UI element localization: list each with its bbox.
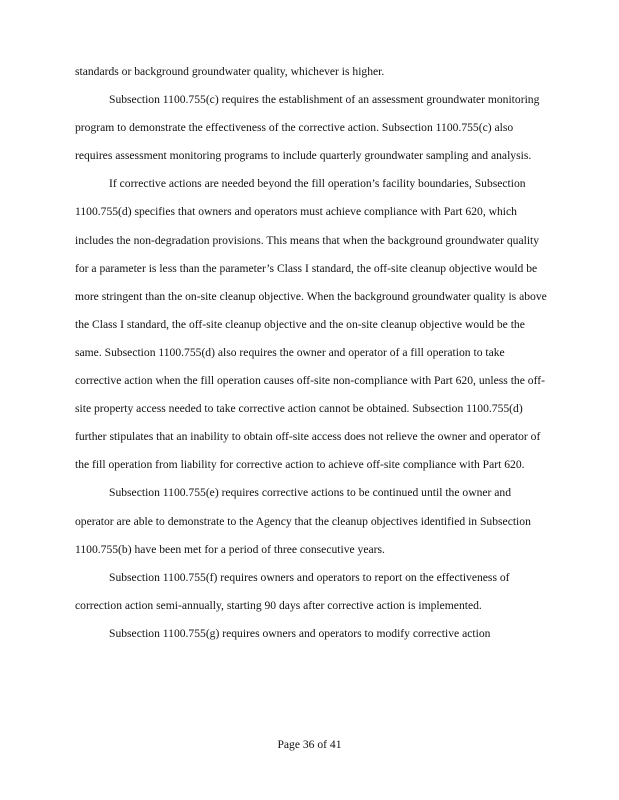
paragraph-subsection-c: Subsection 1100.755(c) requires the establishment of an assessment groundwater monitoring program to demonstrate the effectiveness of the corrective action. Subsection 1100.755(c) also requires assessment monitoring programs to include quarterly groundwater sampling and analysis. bbox=[75, 93, 540, 163]
page-number-footer: Page 36 of 41 bbox=[277, 738, 342, 751]
paragraph-subsection-e: Subsection 1100.755(e) requires corrective actions to be continued until the owner and operator are able to demonstrate to the Agency that the cleanup objectives identified in Subsection 1100.755(b) have been met for a period of three consecutive years. bbox=[75, 486, 531, 556]
paragraph-subsection-g: Subsection 1100.755(g) requires owners and operators to modify corrective action bbox=[109, 626, 491, 640]
paragraph-continuation: standards or background groundwater quality, whichever is higher. bbox=[75, 65, 385, 78]
paragraph-subsection-d: If corrective actions are needed beyond the fill operation’s facility boundaries, Subsection 1100.755(d) specifies that owners and operators must achieve compliance with Part 620, which includes the non-degradation provisions. This means that when the background groundwater quality for a parameter is less than the parameter’s Class I standard, the off-site cleanup objective would be more stringent than the on-site cleanup objective. When the background groundwater quality is above the Class I standard, the off-site cleanup objective and the on-site cleanup objective would be the same. Subsection 1100.755(d) also requires the owner and operator of a fill operation to take corrective action when the fill operation causes off-site non-compliance with Part 620, unless the off-site property access needed to take corrective action cannot be obtained. Subsection 1100.755(d) further stipulates that an inability to obtain off-site access does not relieve the owner and operator of the fill operation from liability for corrective action to achieve off-site compliance with Part 620. bbox=[75, 177, 547, 472]
document-body bbox=[75, 58, 550, 648]
paragraph-subsection-f: Subsection 1100.755(f) requires owners and operators to report on the effectiveness of correction action semi-annually, starting 90 days after corrective action is implemented. bbox=[75, 570, 510, 612]
